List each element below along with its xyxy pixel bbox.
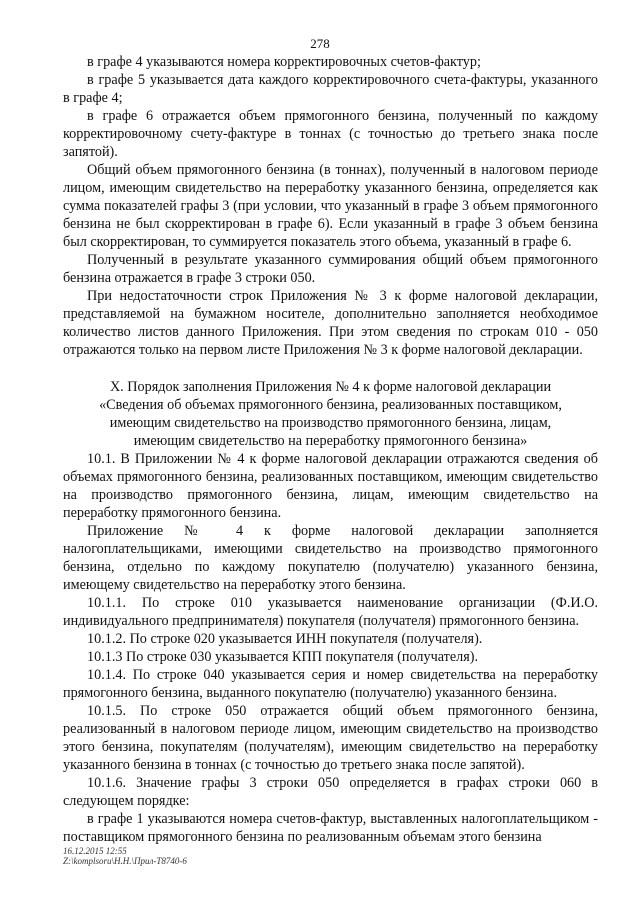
paragraph: Приложение № 4 к форме налоговой декларации заполняется налогоплательщиками, имеющими свидетельство на производство прямогонного бензина, отдельно по каждому покупателю (получателю) указанного бензина, имеющему свидетельство на переработку этого бензина. bbox=[63, 523, 598, 593]
paragraph: в графе 6 отражается объем прямогонного бензина, полученный по каждому корректировочному счету-фактуре в тоннах (с точностью до третьего знака после запятой). bbox=[63, 108, 598, 160]
document-body bbox=[63, 53, 598, 846]
section-heading-line: X. Порядок заполнения Приложения № 4 к форме налоговой декларации bbox=[109, 379, 552, 395]
paragraph: в графе 5 указывается дата каждого корректировочного счета-фактуры, указанного в графе 4; bbox=[63, 72, 598, 106]
paragraph: 10.1.2. По строке 020 указывается ИНН покупателя (получателя). bbox=[87, 631, 483, 647]
section-heading bbox=[63, 378, 598, 450]
footer-file-path: Z:\komplsoru\Н.Н.\Прил-Т8740-6 bbox=[63, 856, 187, 866]
section-heading-line: «Сведения об объемах прямогонного бензина, реализованных поставщиком, bbox=[99, 397, 562, 413]
paragraph: 10.1. В Приложении № 4 к форме налоговой декларации отражаются сведения об объемах прямогонного бензина, реализованных поставщиком, имеющим свидетельство на производство прямогонного бензина, лицам, имеющим свидетельство на переработку прямогонного бензина. bbox=[63, 451, 598, 521]
paragraph: 10.1.3 По строке 030 указывается КПП покупателя (получателя). bbox=[87, 649, 479, 665]
paragraph: 10.1.5. По строке 050 отражается общий объем прямогонного бензина, реализованный в налоговом периоде лицом, имеющим свидетельство на производство этого бензина, покупателям (получателям), имеющим свидетельство на переработку указанного бензина в тоннах (с точностью до третьего знака после запятой). bbox=[63, 703, 598, 773]
paragraph: 10.1.1. По строке 010 указывается наименование организации (Ф.И.О. индивидуального предпринимателя) покупателя (получателя) прямогонного бензина. bbox=[63, 595, 598, 629]
paragraph: 10.1.6. Значение графы 3 строки 050 определяется в графах строки 060 в следующем порядке: bbox=[63, 775, 598, 809]
paragraph: Полученный в результате указанного суммирования общий объем прямогонного бензина отражается в графе 3 строки 050. bbox=[63, 252, 598, 286]
footer-timestamp: 16.12.2015 12:55 bbox=[63, 846, 127, 856]
paragraph: Общий объем прямогонного бензина (в тоннах), полученный в налоговом периоде лицом, имеющим свидетельство на переработку указанного бензина, определяется как сумма показателей графы 3 (при условии, что указанный в графе 3 объем прямогонного бензина не был скорректирован в графе 6). Если указанный в графе 3 объем бензина был скорректирован, то суммируется показатель этого объема, указанный в графе 6. bbox=[63, 162, 598, 250]
document-footer bbox=[63, 846, 187, 866]
page-number: 278 bbox=[310, 36, 330, 51]
section-heading-line: имеющим свидетельство на производство прямогонного бензина, лицам, bbox=[109, 415, 552, 431]
section-heading-line: имеющим свидетельство на переработку прямогонного бензина» bbox=[133, 433, 528, 449]
paragraph: 10.1.4. По строке 040 указывается серия и номер свидетельства на переработку прямогонного бензина, выданного покупателю (получателю) указанного бензина. bbox=[63, 667, 598, 701]
paragraph: в графе 1 указываются номера счетов-фактур, выставленных налогоплательщиком - поставщиком прямогонного бензина по реализованным объемам этого бензина bbox=[63, 811, 598, 845]
paragraph: в графе 4 указываются номера корректировочных счетов-фактур; bbox=[87, 54, 481, 70]
paragraph: При недостаточности строк Приложения № 3 к форме налоговой декларации, представляемой на бумажном носителе, дополнительно заполняется необходимое количество листов данного Приложения. При этом сведения по строкам 010 - 050 отражаются только на первом листе Приложения № 3 к форме налоговой декларации. bbox=[63, 288, 598, 358]
